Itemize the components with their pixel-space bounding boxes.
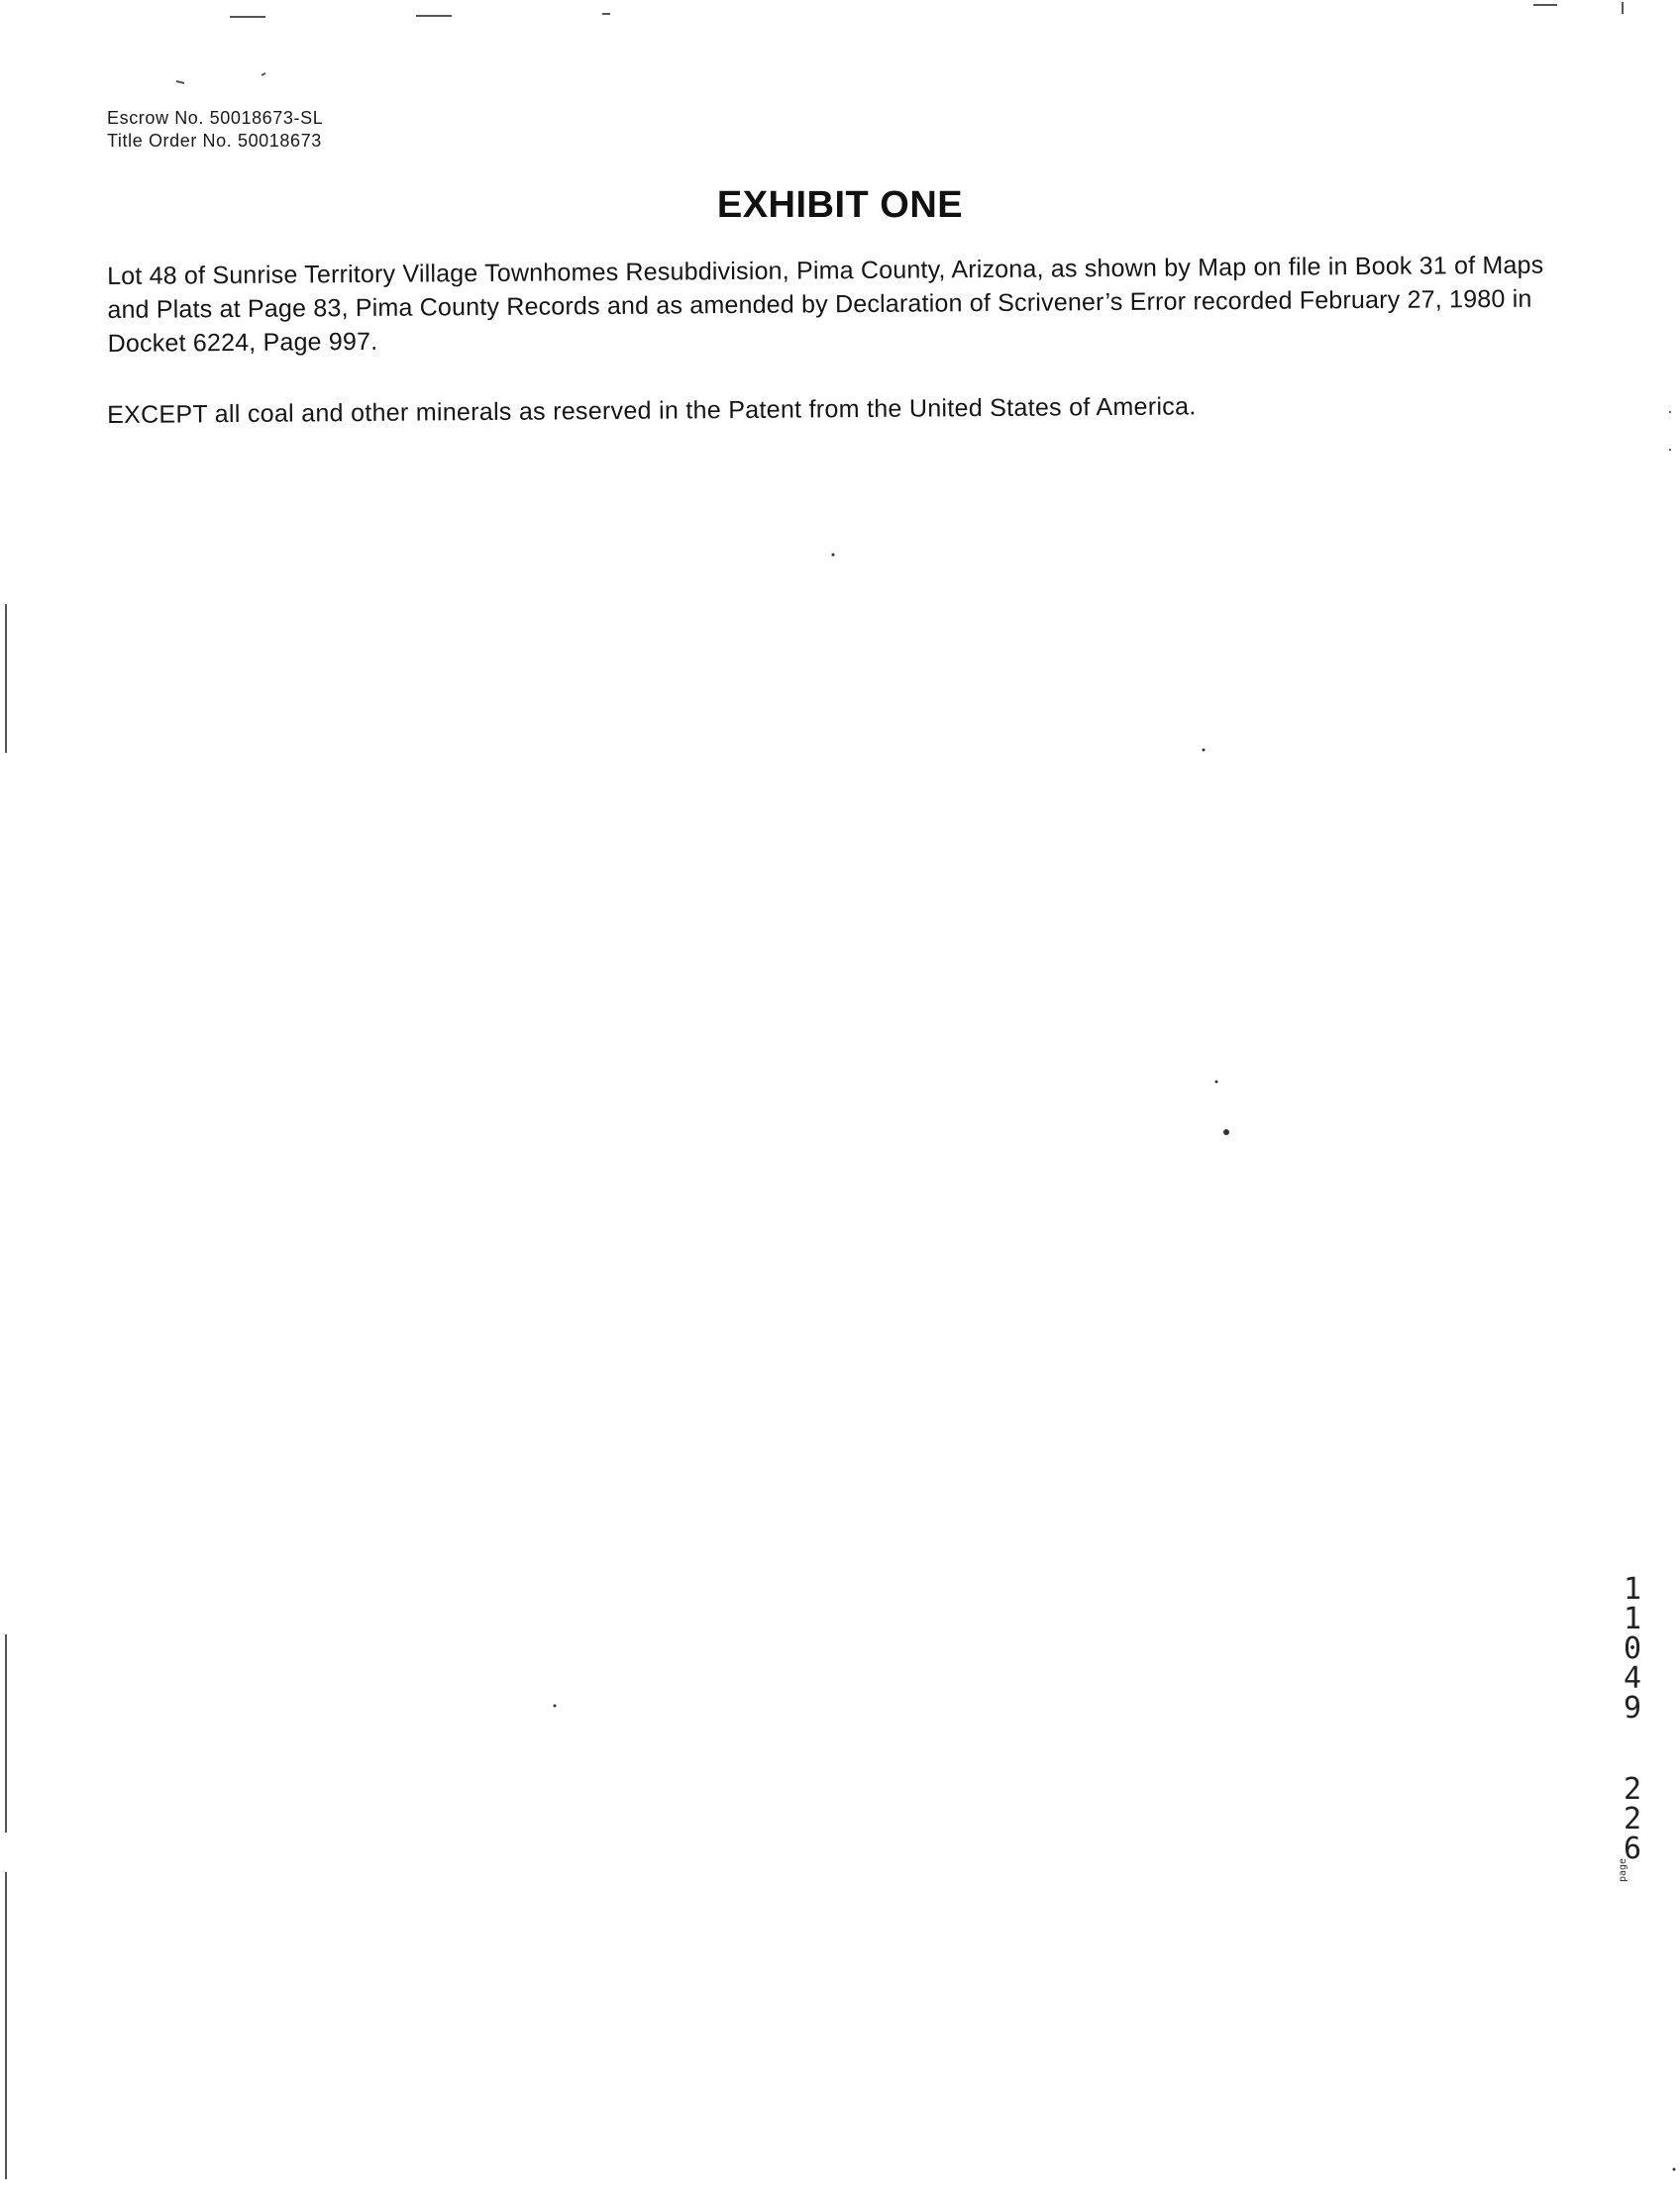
recording-stamp-docket: [1613, 1572, 1652, 1726]
scan-speck: [1223, 1129, 1229, 1135]
stamp-digit: 6: [1623, 1832, 1642, 1866]
stamp-digit: 1: [1623, 1602, 1642, 1636]
stamp-digit: 9: [1623, 1691, 1642, 1726]
stamp-digit: 2: [1623, 1772, 1642, 1807]
stamp-digit: 4: [1623, 1661, 1642, 1696]
stamp-digit: 0: [1623, 1631, 1642, 1666]
header-block: [107, 107, 323, 153]
legal-description-paragraph: Lot 48 of Sunrise Territory Village Townhomes Resubdivision, Pima County, Arizona, as shown by Map on file in Book 31 of Maps and Plats at Page 83, Pima County Records and as amended by Declaration of Scrivener’s Error recorded February 27, 1980 in Docket 6224, Page 997.: [107, 251, 1544, 358]
scan-speck: [832, 554, 835, 557]
scan-mark: [262, 73, 265, 75]
recording-stamp-page: [1613, 1772, 1652, 1866]
scan-speck: [1203, 749, 1206, 752]
scan-speck: [1215, 1081, 1218, 1084]
scan-mark: [176, 81, 184, 83]
scan-speck: [554, 1705, 557, 1708]
stamp-digit: 1: [1623, 1572, 1642, 1607]
document-title: EXHIBIT ONE: [716, 184, 964, 226]
escrow-number: Escrow No. 50018673-SL: [107, 108, 324, 128]
recording-stamp-label: page: [1618, 1857, 1628, 1882]
scan-speck: [1673, 2168, 1676, 2171]
scan-speck: [1669, 411, 1671, 413]
mineral-exception-paragraph: EXCEPT all coal and other minerals as reserved in the Patent from the United States of America.: [107, 392, 1197, 429]
scan-speck: [1669, 449, 1671, 451]
title-order-number: Title Order No. 50018673: [107, 131, 322, 151]
stamp-digit: 2: [1623, 1802, 1642, 1836]
